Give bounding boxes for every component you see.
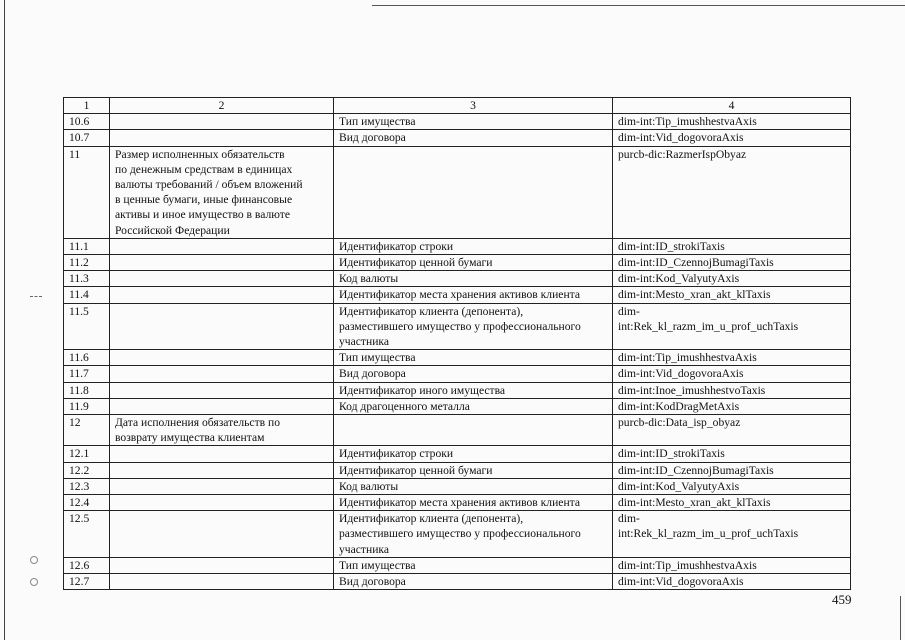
table-row — [64, 574, 851, 590]
table-row — [64, 146, 851, 238]
attribute-cell: Код валюты — [334, 478, 613, 494]
row-number-cell: 12.3 — [64, 478, 110, 494]
attribute-cell: Вид договора — [334, 366, 613, 382]
row-number-cell: 12.2 — [64, 462, 110, 478]
table-row — [64, 415, 851, 446]
taxonomy-code-cell: dim- int:Rek_kl_razm_im_u_prof_uchTaxis — [613, 303, 851, 350]
page-top-edge — [372, 5, 905, 6]
attribute-cell: Тип имущества — [334, 557, 613, 573]
indicator-name-cell — [110, 382, 334, 398]
page-number: 459 — [832, 592, 852, 607]
row-number-cell: 11.4 — [64, 287, 110, 303]
row-number-cell: 11.8 — [64, 382, 110, 398]
taxonomy-code-cell: dim- int:Rek_kl_razm_im_u_prof_uchTaxis — [613, 511, 851, 558]
table-row — [64, 238, 851, 254]
indicator-name-cell: Дата исполнения обязательств по возврату имущества клиентам — [110, 415, 334, 446]
attribute-cell: Тип имущества — [334, 114, 613, 130]
indicator-name-cell — [110, 511, 334, 558]
attribute-cell: Идентификатор ценной бумаги — [334, 255, 613, 271]
column-header-4: 4 — [613, 98, 851, 114]
attribute-cell: Идентификатор строки — [334, 446, 613, 462]
table-row — [64, 382, 851, 398]
row-number-cell: 11.7 — [64, 366, 110, 382]
indicator-name-cell — [110, 238, 334, 254]
row-number-cell: 11.2 — [64, 255, 110, 271]
table-header-row — [64, 98, 851, 114]
indicator-name-cell — [110, 557, 334, 573]
row-number-cell: 11.3 — [64, 271, 110, 287]
page-left-edge — [4, 0, 5, 640]
attribute-cell — [334, 146, 613, 238]
indicator-name-cell — [110, 287, 334, 303]
table-row — [64, 271, 851, 287]
row-number-cell: 11 — [64, 146, 110, 238]
row-number-cell: 11.9 — [64, 398, 110, 414]
taxonomy-code-cell: dim-int:Kod_ValyutyAxis — [613, 271, 851, 287]
scan-side-mark — [30, 556, 38, 564]
row-number-cell: 10.6 — [64, 114, 110, 130]
table-row — [64, 350, 851, 366]
attribute-cell: Код валюты — [334, 271, 613, 287]
attribute-cell: Тип имущества — [334, 350, 613, 366]
table-row — [64, 303, 851, 350]
indicator-name-cell — [110, 478, 334, 494]
row-number-cell: 12.6 — [64, 557, 110, 573]
taxonomy-table — [63, 97, 851, 590]
attribute-cell: Идентификатор места хранения активов клиента — [334, 495, 613, 511]
table-row — [64, 495, 851, 511]
table-body — [64, 114, 851, 590]
row-number-cell: 12.7 — [64, 574, 110, 590]
table-row — [64, 114, 851, 130]
taxonomy-code-cell: dim-int:Vid_dogovoraAxis — [613, 130, 851, 146]
scan-dash-mark — [30, 296, 42, 298]
table-row — [64, 557, 851, 573]
table-row — [64, 511, 851, 558]
taxonomy-code-cell: dim-int:Kod_ValyutyAxis — [613, 478, 851, 494]
table-row — [64, 366, 851, 382]
indicator-name-cell — [110, 446, 334, 462]
table-row — [64, 446, 851, 462]
taxonomy-code-cell: dim-int:KodDragMetAxis — [613, 398, 851, 414]
taxonomy-code-cell: purcb-dic:RazmerIspObyaz — [613, 146, 851, 238]
taxonomy-code-cell: dim-int:Inoe_imushhestvoTaxis — [613, 382, 851, 398]
column-header-3: 3 — [334, 98, 613, 114]
attribute-cell: Вид договора — [334, 130, 613, 146]
table-row — [64, 478, 851, 494]
attribute-cell: Идентификатор клиента (депонента), разместившего имущество у профессионального участника — [334, 303, 613, 350]
taxonomy-code-cell: dim-int:ID_strokiTaxis — [613, 238, 851, 254]
taxonomy-code-cell: purcb-dic:Data_isp_obyaz — [613, 415, 851, 446]
taxonomy-code-cell: dim-int:Mesto_xran_akt_klTaxis — [613, 495, 851, 511]
indicator-name-cell — [110, 495, 334, 511]
taxonomy-code-cell: dim-int:ID_CzennojBumagiTaxis — [613, 462, 851, 478]
attribute-cell: Вид договора — [334, 574, 613, 590]
table-row — [64, 398, 851, 414]
row-number-cell: 11.5 — [64, 303, 110, 350]
indicator-name-cell — [110, 114, 334, 130]
row-number-cell: 12.4 — [64, 495, 110, 511]
taxonomy-code-cell: dim-int:Tip_imushhestvaAxis — [613, 557, 851, 573]
scan-side-mark — [30, 578, 38, 586]
indicator-name-cell — [110, 398, 334, 414]
indicator-name-cell — [110, 130, 334, 146]
attribute-cell — [334, 415, 613, 446]
table-row — [64, 287, 851, 303]
indicator-name-cell — [110, 271, 334, 287]
taxonomy-code-cell: dim-int:Tip_imushhestvaAxis — [613, 114, 851, 130]
taxonomy-code-cell: dim-int:ID_CzennojBumagiTaxis — [613, 255, 851, 271]
taxonomy-code-cell: dim-int:Mesto_xran_akt_klTaxis — [613, 287, 851, 303]
row-number-cell: 12.1 — [64, 446, 110, 462]
row-number-cell: 12 — [64, 415, 110, 446]
taxonomy-code-cell: dim-int:ID_strokiTaxis — [613, 446, 851, 462]
taxonomy-code-cell: dim-int:Tip_imushhestvaAxis — [613, 350, 851, 366]
row-number-cell: 11.1 — [64, 238, 110, 254]
table-row — [64, 462, 851, 478]
attribute-cell: Идентификатор строки — [334, 238, 613, 254]
table-row — [64, 255, 851, 271]
row-number-cell: 10.7 — [64, 130, 110, 146]
indicator-name-cell — [110, 366, 334, 382]
indicator-name-cell — [110, 350, 334, 366]
taxonomy-code-cell: dim-int:Vid_dogovoraAxis — [613, 366, 851, 382]
indicator-name-cell — [110, 574, 334, 590]
indicator-name-cell: Размер исполненных обязательств по денежным средствам в единицах валюты требований / объем вложений в ценные бумаги, иные финансовые активы и иное имущество в валюте Российской Федерации — [110, 146, 334, 238]
attribute-cell: Идентификатор ценной бумаги — [334, 462, 613, 478]
indicator-name-cell — [110, 462, 334, 478]
taxonomy-code-cell: dim-int:Vid_dogovoraAxis — [613, 574, 851, 590]
page-right-edge — [900, 596, 901, 640]
attribute-cell: Идентификатор клиента (депонента), разместившего имущество у профессионального участника — [334, 511, 613, 558]
attribute-cell: Идентификатор иного имущества — [334, 382, 613, 398]
column-header-1: 1 — [64, 98, 110, 114]
row-number-cell: 11.6 — [64, 350, 110, 366]
indicator-name-cell — [110, 303, 334, 350]
attribute-cell: Идентификатор места хранения активов клиента — [334, 287, 613, 303]
row-number-cell: 12.5 — [64, 511, 110, 558]
indicator-name-cell — [110, 255, 334, 271]
table-row — [64, 130, 851, 146]
attribute-cell: Код драгоценного металла — [334, 398, 613, 414]
column-header-2: 2 — [110, 98, 334, 114]
